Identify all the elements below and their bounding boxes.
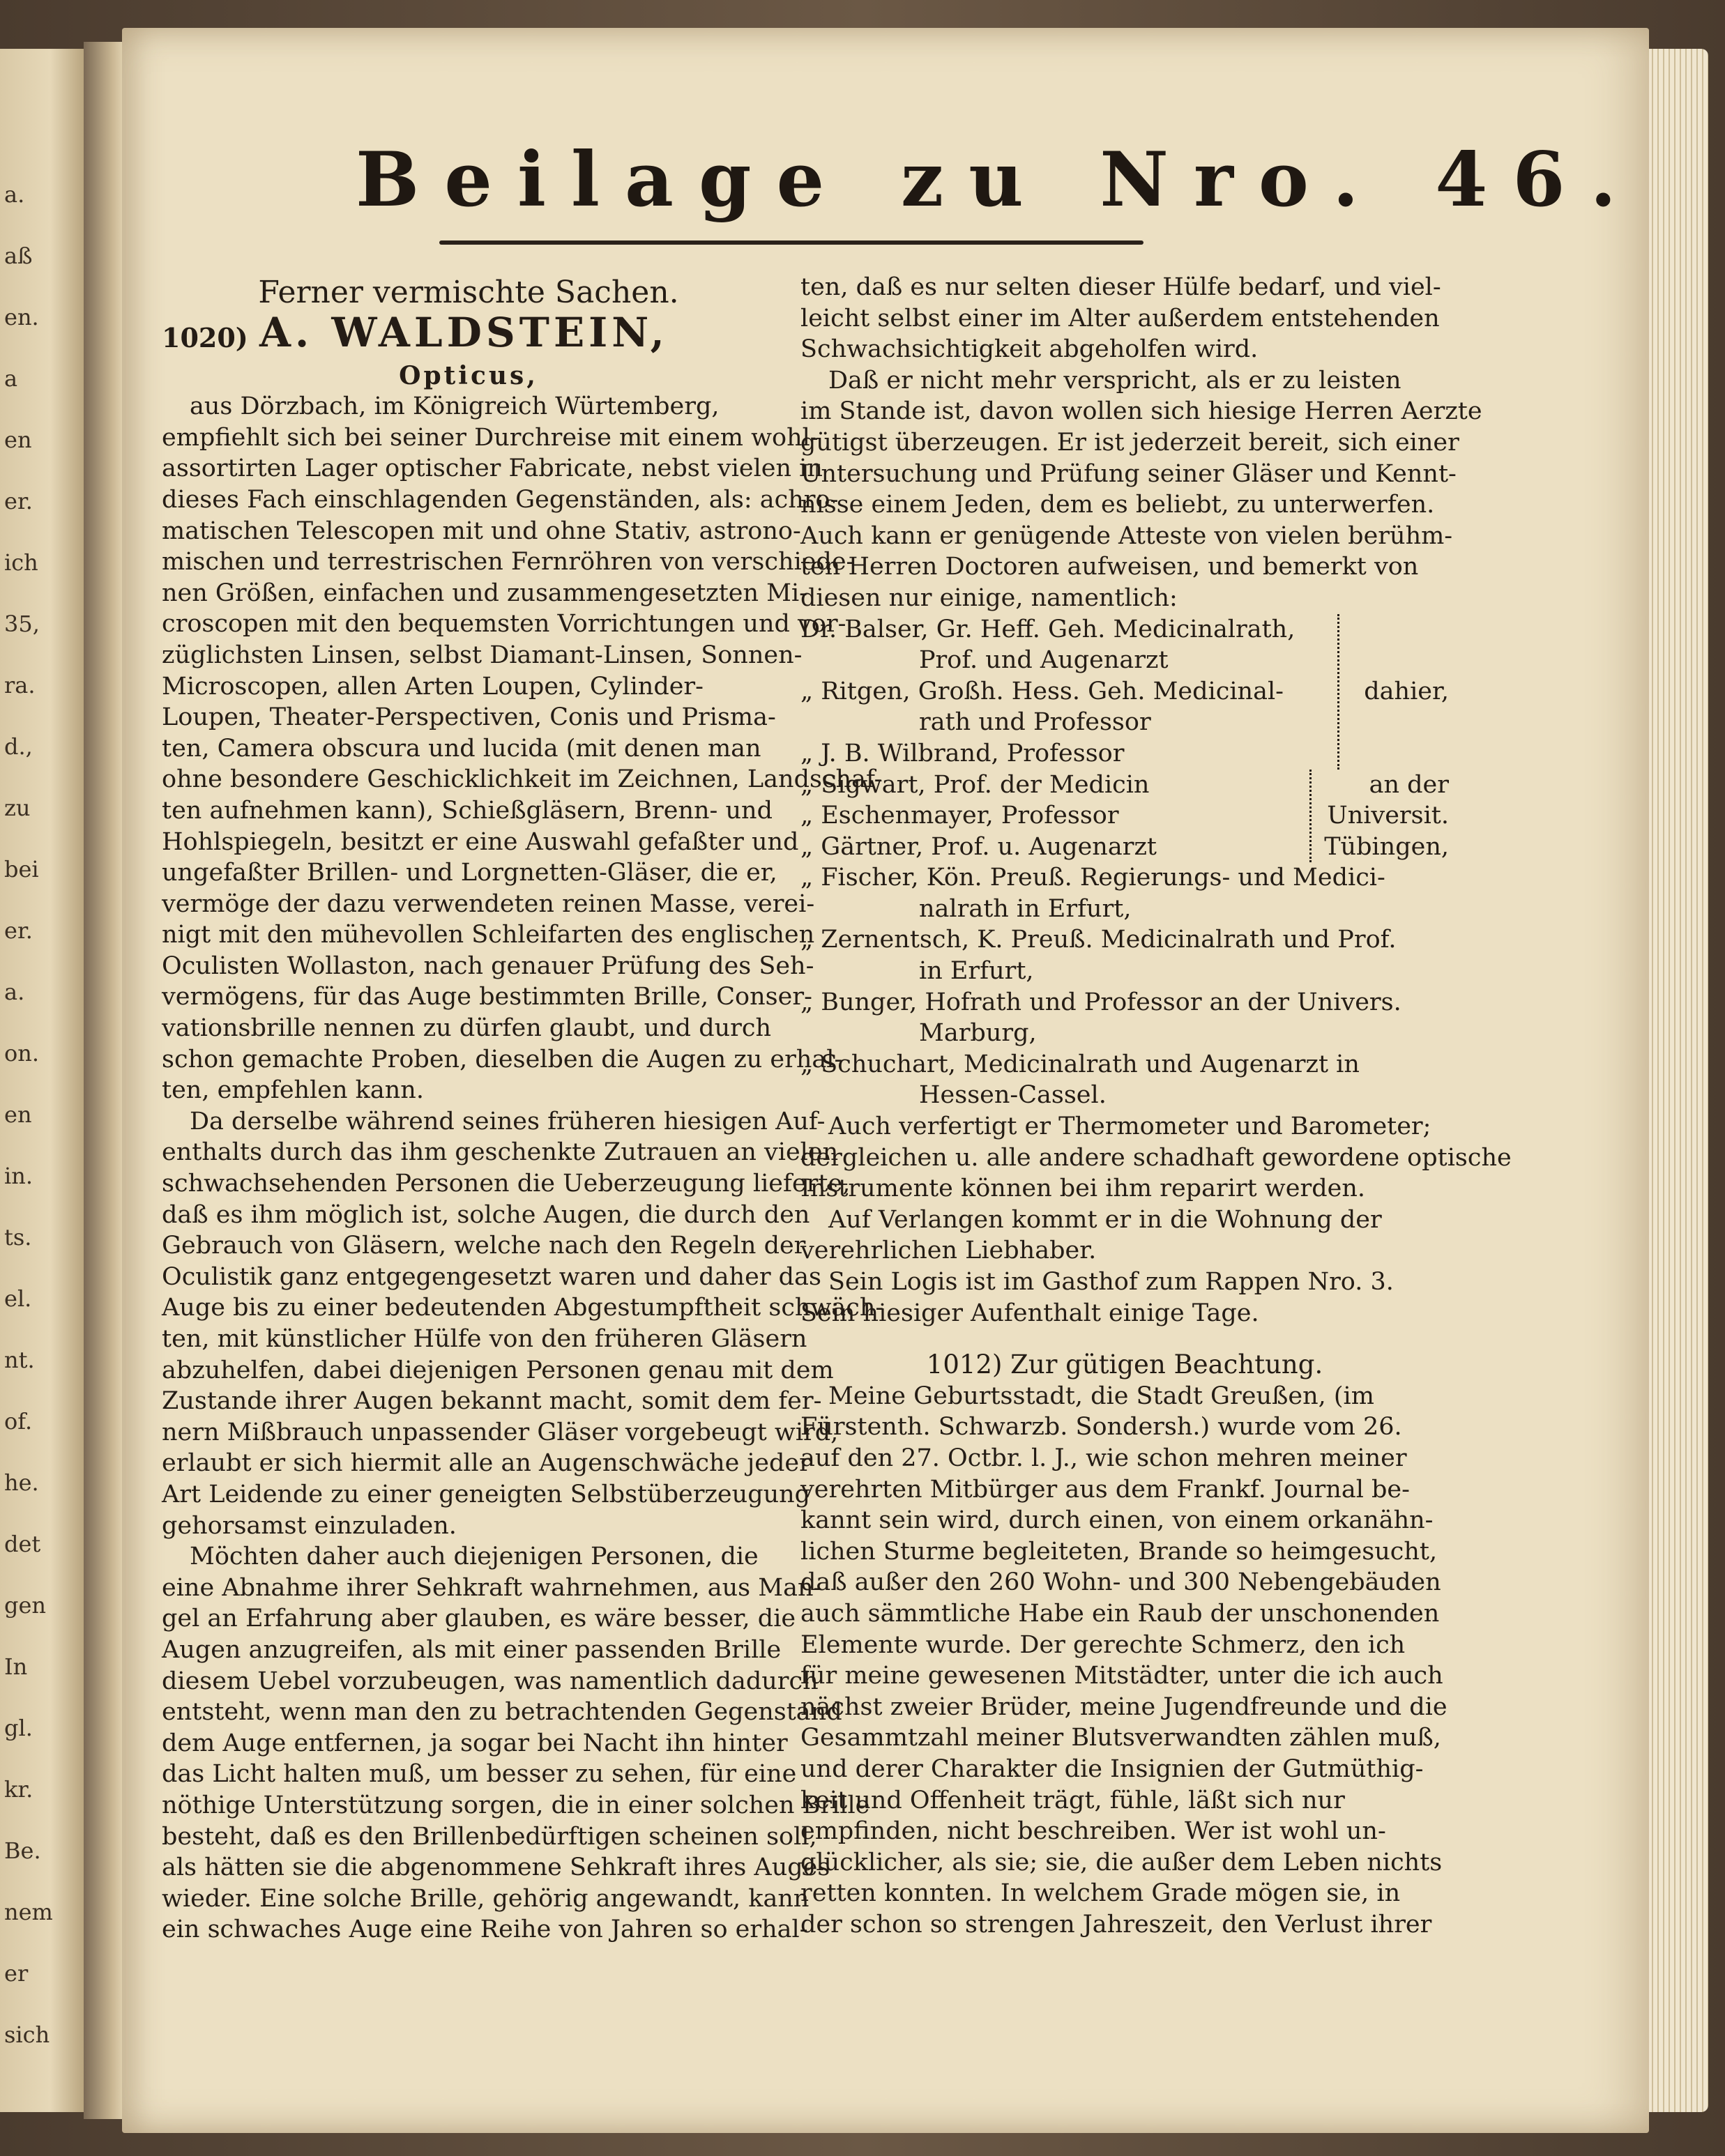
text-line: im Stande ist, davon wollen sich hiesige Herren Aerzte [800,397,1482,426]
left-page-fragment: a [4,365,18,392]
page-stack-edge [1642,49,1708,2112]
left-page-fragment: gen [4,1592,47,1619]
reference-name: nalrath in Erfurt, [919,894,1132,923]
text-line: enthalts durch das ihm geschenkte Zutrauen an vielen [162,1138,839,1167]
left-page-fragment: d., [4,733,33,760]
left-page-fragment: of. [4,1408,33,1435]
left-page-fragment: ts. [4,1224,32,1251]
text-line: Sein hiesiger Aufenthalt einige Tage. [800,1299,1259,1327]
ad-header [162,308,775,373]
text-line: nächst zweier Brüder, meine Jugendfreunde und die [800,1692,1447,1721]
text-line: ten aufnehmen kann), Schießgläsern, Brenn- und [162,796,773,825]
text-line: Untersuchung und Prüfung seiner Gläser und Kennt- [800,459,1457,488]
reference-row [800,645,1449,676]
text-line: ten, daß es nur selten dieser Hülfe bedarf, und viel- [800,273,1441,301]
reference-place: dahier, [1364,677,1449,705]
left-page-fragment: a. [4,181,25,208]
text-line: das Licht halten muß, um besser zu sehen, für eine [162,1760,797,1789]
text-line: diesen nur einige, namentlich: [800,583,1178,612]
text-line: Da derselbe während seines früheren hiesigen Auf- [190,1107,826,1136]
text-line: als hätten sie die abgenommene Sehkraft ihres Auges [162,1853,830,1882]
text-line: ten, empfehlen kann. [162,1076,424,1105]
left-page-fragment: gl. [4,1715,33,1741]
reference-name: Marburg, [919,1019,1037,1048]
text-line: aus Dörzbach, im Königreich Würtemberg, [190,392,720,421]
text-line: Gebrauch von Gläsern, welche nach den Regeln der [162,1232,806,1260]
reference-name: „ Zernentsch, K. Preuß. Medicinalrath und Prof. [800,926,1397,954]
reference-row [800,1080,1449,1111]
text-line: züglichsten Linsen, selbst Diamant-Linsen, Sonnen- [162,641,803,669]
text-line: verehrlichen Liebhaber. [800,1237,1097,1265]
text-line: entsteht, wenn man den zu betrachtenden Gegenstand [162,1698,842,1727]
section-title: Ferner vermischte Sachen. [258,275,679,310]
reference-name: „ Bunger, Hofrath und Professor an der Univers. [800,988,1401,1016]
reference-row [800,894,1449,925]
reference-name: in Erfurt, [919,957,1034,986]
reference-place: an der [1369,770,1449,799]
text-line: diesem Uebel vorzubeugen, was namentlich dadurch [162,1667,819,1695]
text-line: Auch verfertigt er Thermometer und Barometer; [828,1113,1431,1141]
text-line: Oculistik ganz entgegengesetzt waren und daher das [162,1262,821,1291]
text-line: auf den 27. Octbr. l. J., wie schon mehren meiner [800,1444,1407,1472]
text-line: ein schwaches Auge eine Reihe von Jahren so erhal- [162,1916,808,1944]
ad-body-left [162,391,884,1945]
text-line: abzuhelfen, dabei diejenigen Personen genau mit dem [162,1356,834,1384]
text-line: schwachsehenden Personen die Ueberzeugung lieferte, [162,1170,851,1198]
left-page-fragment: sich [4,2021,50,2048]
reference-row [800,800,1449,832]
text-line: verehrten Mitbürger aus dem Frankf. Journal be- [800,1475,1410,1504]
text-line: daß es ihm möglich ist, solche Augen, die durch den [162,1200,810,1229]
reference-name: rath und Professor [919,708,1151,737]
text-line: Oculisten Wollaston, nach genauer Prüfung des Seh- [162,951,814,980]
text-line: ohne besondere Geschicklichkeit im Zeichnen, Landschaf- [162,765,883,794]
text-line: vermögens, für das Auge bestimmten Brille, Conser- [162,983,812,1011]
ad2-heading: 1012) Zur gütigen Beachtung. [926,1350,1323,1380]
advertiser-title: Opticus, [399,360,538,390]
text-line: ten, mit künstlicher Hülfe von den früheren Gläsern [162,1325,807,1353]
left-page-fragment: bei [4,856,39,882]
reference-list [800,614,1449,1112]
text-line: und derer Charakter die Insignien der Gutmüthig- [800,1754,1424,1783]
left-page-fragment: 35, [4,611,40,637]
text-line: matischen Telescopen mit und ohne Stativ, astrono- [162,517,801,545]
text-line: besteht, daß es den Brillenbedürftigen scheinen soll, [162,1822,817,1851]
left-page-fragment: nem [4,1899,53,1925]
reference-name: „ J. B. Wilbrand, Professor [800,739,1125,767]
left-page-edge [0,49,86,2112]
column-right [800,272,1512,1940]
text-line: Schwachsichtigkeit abgeholfen wird. [800,335,1259,364]
reference-name: „ Sigwart, Prof. der Medicin [800,770,1150,799]
text-line: Sein Logis ist im Gasthof zum Rappen Nro. 3. [828,1268,1394,1296]
text-line: retten konnten. In welchem Grade mögen sie, in [800,1879,1401,1908]
text-line: Auf Verlangen kommt er in die Wohnung der [828,1205,1382,1234]
left-page-fragment: det [4,1531,41,1557]
ad2-body [800,1381,1449,1941]
title-rule [439,240,1143,245]
reference-place: Universit. [1327,802,1449,830]
text-line: empfiehlt sich bei seiner Durchreise mit einem wohl- [162,423,819,452]
reference-row [800,832,1449,863]
text-line: lichen Sturme begleiteten, Brande so heimgesucht, [800,1537,1438,1566]
left-page-fragment: In [4,1653,28,1680]
reference-name: Dr. Balser, Gr. Heff. Geh. Medicinalrath, [800,615,1295,643]
text-line: nern Mißbrauch unpassender Gläser vorgebeugt wird, [162,1418,839,1446]
text-line: assortirten Lager optischer Fabricate, nebst vielen in [162,454,823,483]
text-line: Augen anzugreifen, als mit einer passenden Brille [162,1635,782,1664]
text-line: Hohlspiegeln, besitzt er eine Auswahl gefaßter und [162,827,799,856]
text-line: nöthige Unterstützung sorgen, die in einer solchen Brille [162,1791,870,1819]
reference-row [800,987,1449,1018]
text-line: der schon so strengen Jahreszeit, den Verlust ihrer [800,1910,1432,1939]
left-page-fragment: kr. [4,1776,33,1803]
ad-body-closing [800,1111,1512,1329]
left-page-fragment: in. [4,1163,33,1189]
text-line: ten Herren Doctoren aufweisen, und bemerkt von [800,553,1419,581]
page-title: Beilage zu Nro. 46. [356,136,1642,224]
brace-icon [1309,770,1316,863]
reference-row [800,1018,1449,1049]
text-line: mischen und terrestrischen Fernröhren von verschiede- [162,548,855,576]
text-line: Auge bis zu einer bedeutenden Abgestumpftheit schwäch- [162,1294,884,1322]
reference-row [800,707,1449,738]
reference-name: Prof. und Augenarzt [919,646,1169,675]
reference-row [800,924,1449,956]
brace-icon [1337,614,1344,770]
text-line: für meine gewesenen Mitstädter, unter die ich auch [800,1662,1443,1690]
left-page-fragment: ra. [4,672,36,698]
text-line: ungefaßter Brillen- und Lorgnetten-Gläser, die er, [162,859,777,887]
text-line: nen Größen, einfachen und zusammengesetzten Mi- [162,579,808,607]
text-line: Daß er nicht mehr verspricht, als er zu leisten [828,366,1401,395]
text-line: Zustande ihrer Augen bekannt macht, somit dem fer- [162,1387,822,1416]
text-line: dieses Fach einschlagenden Gegenständen, als: achro- [162,485,839,514]
text-line: Meine Geburtsstadt, die Stadt Greußen, (im [828,1382,1374,1410]
reference-row [800,862,1449,894]
reference-name: „ Eschenmayer, Professor [800,802,1119,830]
text-line: vationsbrille nennen zu dürfen glaubt, und durch [162,1014,772,1043]
text-line: vermöge der dazu verwendeten reinen Masse, verei- [162,889,815,918]
reference-name: Hessen-Cassel. [919,1081,1107,1110]
text-line: Möchten daher auch diejenigen Personen, die [190,1543,759,1571]
left-page-fragment: en. [4,304,39,330]
reference-row [800,614,1449,645]
text-line: Auch kann er genügende Atteste von vielen berühm- [800,521,1453,550]
reference-place: Tübingen, [1324,832,1449,861]
left-page-fragment: on. [4,1040,40,1066]
text-line: Loupen, Theater-Perspectiven, Conis und Prisma- [162,703,776,732]
text-line: dergleichen u. alle andere schadhaft gewordene optische [800,1143,1512,1172]
text-line: nisse einem Jeden, dem es beliebt, zu unterwerfen. [800,491,1435,519]
left-page-fragment: er [4,1960,29,1987]
text-line: croscopen mit den bequemsten Vorrichtungen und vor- [162,610,846,639]
reference-row [800,1049,1449,1080]
left-page-fragment: er. [4,917,33,944]
text-line: schon gemachte Proben, dieselben die Augen zu erhal- [162,1045,843,1073]
text-line: keit und Offenheit trägt, fühle, läßt sich nur [800,1786,1345,1814]
reference-row [800,770,1449,801]
reference-name: „ Fischer, Kön. Preuß. Regierungs- und Medici- [800,864,1385,892]
text-line: Gesammtzahl meiner Blutsverwandten zählen muß, [800,1724,1441,1752]
reference-name: „ Gärtner, Prof. u. Augenarzt [800,832,1157,861]
text-line: auch sämmtliche Habe ein Raub der unschonenden [800,1599,1440,1628]
text-line: empfinden, nicht beschreiben. Wer ist wohl un- [800,1817,1386,1846]
left-page-fragment: he. [4,1469,39,1496]
left-page-fragment: en [4,1101,32,1128]
left-page-fragment: er. [4,488,33,514]
text-line: gütigst überzeugen. Er ist jederzeit bereit, sich einer [800,428,1459,457]
reference-name: „ Ritgen, Großh. Hess. Geh. Medicinal- [800,677,1284,705]
left-page-fragment: zu [4,795,31,821]
left-page-fragment: a. [4,979,25,1005]
text-line: nigt mit den mühevollen Schleifarten des englischen [162,921,815,949]
book-gutter [84,42,126,2119]
text-line: wieder. Eine solche Brille, gehörig angewandt, kann [162,1884,810,1913]
text-line: gel an Erfahrung aber glauben, es wäre besser, die [162,1605,796,1633]
text-line: Fürstenth. Schwarzb. Sondersh.) wurde vom 26. [800,1413,1402,1442]
reference-row [800,676,1449,708]
text-line: ten, Camera obscura und lucida (mit denen man [162,734,761,763]
ad-number: 1020) [162,321,248,353]
reference-name: „ Schuchart, Medicinalrath und Augenarzt in [800,1050,1360,1078]
left-page-fragment: aß [4,243,33,269]
left-page-fragment: Be. [4,1837,41,1864]
text-line: gehorsamst einzuladen. [162,1511,457,1540]
text-line: Microscopen, allen Arten Loupen, Cylinder- [162,672,704,701]
text-line: Art Leidende zu einer geneigten Selbstüberzeugung [162,1480,811,1508]
text-line: daß außer den 260 Wohn- und 300 Nebengebäuden [800,1568,1441,1597]
column-left [162,272,884,1945]
text-line: leicht selbst einer im Alter außerdem entstehenden [800,304,1440,332]
text-line: Elemente wurde. Der gerechte Schmerz, den ich [800,1630,1406,1659]
text-line: eine Abnahme ihrer Sehkraft wahrnehmen, aus Man- [162,1573,822,1602]
text-line: glücklicher, als sie; sie, die außer dem Leben nichts [800,1848,1443,1876]
ad-body-right [800,272,1482,614]
advertiser-name: A. WALDSTEIN, [259,308,669,356]
text-line: Instrumente können bei ihm reparirt werden. [800,1175,1365,1203]
text-line: kannt sein wird, durch einen, von einem orkanähn- [800,1506,1434,1535]
left-page-fragment: nt. [4,1347,35,1373]
left-page-fragment: ich [4,549,38,576]
text-line: erlaubt er sich hiermit alle an Augenschwäche jeder [162,1449,811,1478]
reference-row [800,956,1449,987]
left-page-fragment: el. [4,1285,32,1312]
text-line: dem Auge entfernen, ja sogar bei Nacht ihn hinter [162,1729,788,1757]
left-page-fragment: en [4,427,32,453]
reference-row [800,738,1449,770]
